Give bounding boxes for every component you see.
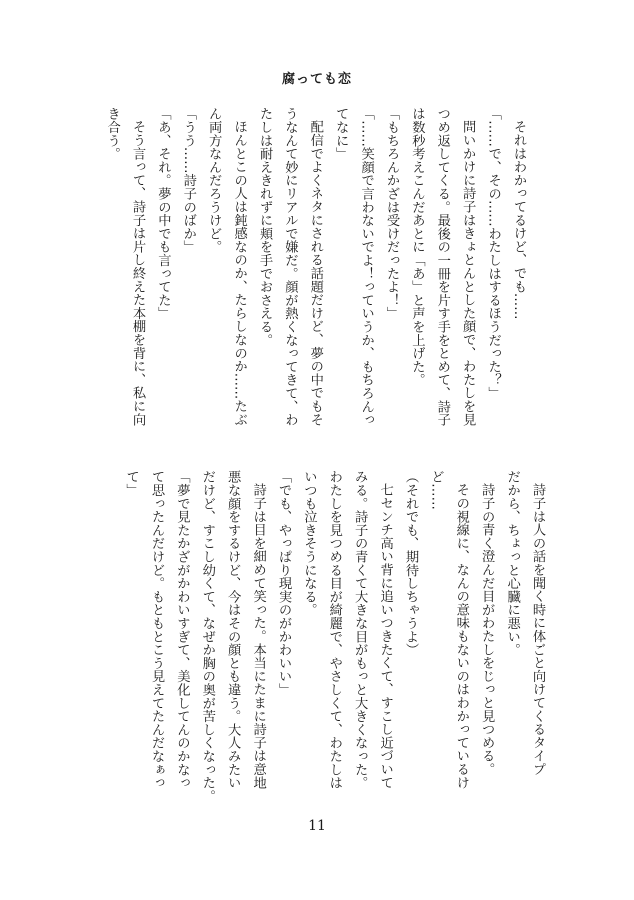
- text-line: わたしを見つめる目が綺麗で、やさしくて、わたしは: [326, 470, 342, 790]
- text-line: 「もちろんかざは受けだったよ！」: [384, 107, 399, 320]
- text-line: うなんて妙にリアルで嫌だ。顔が熱くなってきて、わ: [282, 107, 298, 427]
- text-line: 詩子は目を細めて笑った。本当にたまに詩子は意地: [250, 483, 266, 789]
- text-line: だけど、すこし幼くて、なぜか胸の奥が苦しくなった。: [199, 470, 215, 803]
- text-line: は数秒考えこんだあとに「あ」と声を上げた。: [409, 107, 425, 387]
- text-line: き合う。: [104, 107, 120, 161]
- text-line: 「夢で見たかざがかわいすぎて、美化してんのかなっ: [174, 470, 190, 790]
- text-line: （それでも、期待しちゃうよ）: [403, 470, 418, 657]
- text-line: それはわかってるけど、でも……: [511, 120, 526, 320]
- text-line: ほんとこの人は鈍感なのか、たらしなのか……たぶ: [231, 120, 247, 426]
- text-line: 問いかけに詩子はきょとんとした顔で、わたしを見: [460, 120, 476, 426]
- text-line: 「あ、それ。夢の中でも言ってた」: [155, 107, 171, 320]
- text-line: 詩子の青く澄んだ目がわたしをじっと見つめる。: [479, 483, 495, 776]
- text-line: 悪な顔をするけど、今はその顔とも違う。大人みたい: [225, 470, 241, 790]
- text-line: 「でも、やっぱり現実のがかわいい」: [276, 470, 291, 697]
- text-line: 七センチ高い背に追いつきたくて、すこし近づいて: [377, 483, 393, 789]
- text-line: 「……笑顔で言わないでよ！っていうか、もちろんっ: [358, 107, 374, 427]
- text-line: 詩子は人の話を聞く時に体ごと向けてくるタイプ: [530, 483, 545, 776]
- text-line: みる。詩子の青くて大きな目がもっと大きくなった。: [352, 470, 368, 790]
- page-number: 11: [308, 818, 326, 834]
- text-line: だから、ちょっと心臓に悪い。: [504, 470, 520, 657]
- text-line: てなに」: [333, 107, 349, 161]
- text-line: ん両方なんだろうけど。: [206, 107, 222, 254]
- text-line: つめ返してくる。最後の一冊を片す手をとめて、詩子: [434, 107, 450, 427]
- text-line: て思ったんだけど。もともとこう見えてたんだなぁっ: [149, 470, 164, 790]
- text-line: いつも泣きそうになる。: [301, 470, 317, 617]
- text-line: ど……: [428, 470, 444, 510]
- text-line: 配信でよくネタにされる話題だけど、夢の中でもそ: [307, 120, 323, 426]
- text-line: 「……で、その……わたしはするほうだった？」: [485, 107, 501, 400]
- running-title: 腐っても恋: [281, 72, 352, 87]
- text-line: たしは耐えきれずに頬を手でおさえる。: [257, 107, 272, 347]
- text-line: て」: [123, 470, 139, 497]
- text-line: 「うう……詩子のばか」: [180, 107, 196, 254]
- text-line: その視線に、なんの意味もないのはわかっているけ: [453, 483, 469, 789]
- text-line: そう言って、詩子は片し終えた本棚を背に、私に向: [130, 120, 145, 426]
